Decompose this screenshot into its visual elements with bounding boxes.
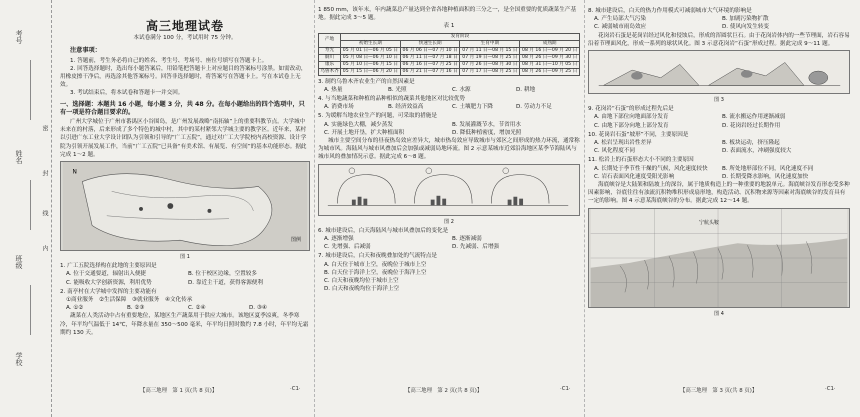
binding-strip [0,0,52,417]
passage: 海底峡谷是大陆架和陆坡上的深谷，属于地质构造上的一种重要的地貌单元。海底峡谷发育形态受多种因素影响，谷底往往有浊流沉积物堆积形成扇形地，构造活动、沉积物来源等因素对海底峡谷的发育具有一定的影响。图 4 示意某海底峡谷的分布。据此完成 12～14 题。 [588,182,850,205]
passage: 城市主要空间分布的昼夜热岛效应差异大，城市热岛效应导致城市与郊区之间形成的热力环流，通常称为城市风。海陆风与城市风叠加后会加强或减弱局地环流。图 2 示意某城市近郊沿海地区某季节海陆风与城市风的叠加情况示意。据此完成 6～8 题。 [318,138,580,161]
table-cell: 05 月 10 日—06 月 15 日 [340,61,400,68]
option[interactable]: C. 水源 [452,86,471,93]
passage: 蔬菜在人类活动中占有重要地位，某地区生产蔬菜用于供应大城市。该地区夏季凉爽，冬季寒冷，年平均气温低于 14℃，年降水量在 350～500 毫米，年平均日照时数约 7.8 小时，年平均无霜期约 130 天。 [60,313,309,336]
question-9: 9. 花岗岩“石蛋”的形成过程先后是 [588,106,674,113]
granite-diagram [589,51,849,93]
table-cell: 06 月 16 日—07 月 25 日 [400,61,460,68]
table-cell: 康乐 [319,61,341,68]
seal-char: 内 [41,245,48,251]
question-4: 4. 与当地蔬菜和种植的品种相似的蔬菜其他地区对比较优势 [318,96,465,103]
option[interactable]: A. 热量 [324,86,343,93]
table-caption: 表 1 [443,23,455,30]
question-4-options [318,103,580,111]
column-divider [584,0,585,417]
option[interactable]: D. 长期受降水影响，风化速度加快 [722,173,809,180]
notice-heading: 注意事项： [70,47,101,55]
table-cell: 05 月 08 日—06 月 10 日 [340,54,400,61]
question-2: 2. 南亭村在大学城中发挥的主要功能有 [60,288,157,295]
option[interactable]: B. 加剧污染物扩散 [722,16,769,23]
question-6-options [318,235,580,251]
table-cell: 08 月 26 日—09 月 25 日 [520,68,580,75]
figure-2-diagram [318,164,580,216]
column-2 [318,6,580,378]
option[interactable]: A. 产生局部大气污染 [594,16,647,23]
figure-1-map [60,161,310,251]
option[interactable]: A. 逐渐增强 [324,236,354,243]
exam-subtitle: 本试卷满分 100 分，考试用时 75 分钟。 [133,35,237,42]
binding-line [30,60,31,120]
option[interactable]: D. 花岗岩经过长期作用 [722,122,781,129]
option[interactable]: D. 劳动力不足 [516,104,552,111]
seal-char: 线 [41,210,48,216]
seal-char: 封 [41,170,48,176]
table-row [319,47,580,54]
option[interactable]: C. 能吸收大学创新资源，利用优势 [66,279,152,286]
table-row [319,68,580,75]
option[interactable]: A. 由地下部位向地面部分发育 [594,114,669,121]
table-cell: 乌鲁木齐 [320,68,339,74]
table-cell: 08 月 31 日—10 月 05 日 [520,61,580,68]
question-3: 3. 制约乌鲁木齐农业生产的自然因素是 [318,78,415,85]
seal-char: 密 [41,125,48,131]
option[interactable]: C. 由地下部分向地上部分发育 [594,122,669,129]
option[interactable]: A. ①② [66,305,84,312]
question-3-options [318,86,580,94]
table-cell: 07 月 17 日—08 月 25 日 [460,68,520,75]
figure-caption: 图 1 [180,254,190,261]
page-footer: 【高三地理 第 1 页(共 8 页)】 [140,388,218,394]
option[interactable]: B. 光照 [388,86,407,93]
exam-number-label: 考号 [15,30,23,44]
question-5: 5. 为缓解当地农业生产的问题，可采取的措施是 [318,113,437,120]
passage: 广州大学城位于广州市番禺区小谷围岛，是广州发展战略“南拓轴”上的重要科教节点。大学城中未来在的村落，后来形成了多个特色的城中村，其中的某村紧邻大学城主要的教学区。近年来，某村以引进广东工业大学设计团队为引领和引导的“广工五院”，通过对广工大学院校内高校资源、设计学院为引领开展发展工作，当前“广工五院”已具备“有美术馆、有展览、有空间”的基本功能形态。据此完成 1～2 题。 [60,119,307,158]
option[interactable]: C. 白天和夜晚均位于城市上空 [324,278,399,285]
option[interactable]: C. 风化程度不同 [594,148,636,155]
option[interactable]: B. 发展灌溉节水，节省用水 [452,121,521,128]
school-label: 学校 [15,352,23,366]
question-9-options [588,113,850,129]
option[interactable]: C. 土壤肥力下降 [452,104,494,111]
option[interactable]: A. 长期处于季节性干燥的气候，风化速度较快 [594,165,708,172]
question-11-options [588,165,850,181]
table-header: 初始生长期 [340,40,400,47]
option[interactable]: D. 白天和夜晚均位于海洋上空 [324,286,399,293]
figure-caption: 图 2 [444,218,454,225]
option[interactable]: B. ②③ [127,305,145,312]
notice-item: 3. 考试结束后，将本试卷和答题卡一并交回。 [70,90,184,97]
question-11: 11. 松岩上的石蛋形态大小不同的主要原因 [588,157,694,164]
table-cell: 铜川 [319,54,341,61]
table-cell: 08 月 26 日—09 月 30 日 [520,54,580,61]
table-group-header: 发育阶段 [340,33,579,40]
question-7: 7. 城市建设后，白天和夜晚叠加处的气流特点是 [318,253,437,260]
notice-item: 2. 回答选择题时，选出每小题答案后，用铅笔把答题卡上对应题目的答案标号涂黑。如需改动，用橡皮擦干净后，再选涂其他答案标号。回答非选择题时，将答案写在答题卡上。写在本试卷上无效。 [60,65,307,89]
option[interactable]: A. 白天位于城市上空，夜晚位于城市上空 [324,261,427,268]
table-row [319,54,580,61]
page-code: ·C1· [290,386,301,392]
option[interactable]: B. 经济效益高 [388,104,424,111]
question-8-options [588,15,850,31]
notice-item: 1. 答题前，考生务必将自己的姓名、考生号、考场号、座位号填写在答题卡上。 [70,57,268,64]
option[interactable]: B. 流水搬运作用逐渐减弱 [722,114,786,121]
table-cell: 06 月 11 日—07 月 18 日 [400,54,460,61]
table-cell: 05 月 15 日—06 月 20 日 [340,68,400,75]
option[interactable]: A. 消费市场 [324,104,354,111]
table-header: 生育中期 [460,40,520,47]
option[interactable]: D. 先减弱、后增强 [452,244,500,251]
option[interactable]: D. 靠近主干道，获得客源便利 [188,279,263,286]
map-label: 宁航头鞍 [699,219,720,226]
growth-table [318,33,580,76]
option[interactable]: C. 先增强、后减弱 [324,244,371,251]
passage: 1 850 mm，该年末，年内蔬菜总产量达到全省各地种植面积的三分之一，是全国重要的优质蔬菜生产基地。据此完成 3～5 题。 [318,7,577,22]
circulation-diagram [319,165,579,215]
question-8: 8. 城市建设后，白天的热力作用模式可减弱城市大气环境的影响是 [588,8,752,14]
figure-3-diagram [588,50,850,94]
option[interactable]: D. 耕地 [516,86,536,93]
option[interactable]: A. 松岩呈现出岩性差异 [594,140,652,147]
option[interactable]: C. 减弱城市雨岛效应 [594,24,647,31]
class-label: 班级 [15,255,23,269]
table-cell: 07 月 11 日—08 月 15 日 [460,47,520,54]
question-10: 10. 花岗岩石蛋“坡形”不同，主要原因是 [588,131,689,138]
option[interactable]: B. 板块运动，挤压隆起 [722,140,780,147]
option[interactable]: A. 位于交通要道，辐射出入便捷 [66,271,147,278]
map-legend: 图例 [290,236,301,243]
passage: 花岗岩石蛋是花岗岩经过风化和侵蚀后，形成的浑圆状巨石。由于花岗岩体内的一些节理面，岩石容易沿着节理面风化，形成一系列的球状风化。图 3 示意花岗岩“石蛋”形成过程。据此完成 9～11 题。 [588,32,850,47]
option[interactable]: C. ②④ [188,305,206,312]
binding-line [30,180,31,230]
page-footer: 【高三地理 第 3 页(共 8 页)】 [680,388,758,394]
figure-caption: 图 3 [714,97,724,104]
binding-line [30,285,31,335]
option[interactable]: D. ③④ [249,305,267,312]
table-cell: 08 月 16 日—09 月 20 日 [520,47,580,54]
figure-4-map [588,208,850,308]
section-heading: 一、选择题：本题共 16 小题，每小题 3 分，共 48 分。在每小题给出的四个选项中，只有一项是符合题目要求的。 [60,100,305,116]
column-divider [314,0,315,417]
table-cell: 07 月 19 日—08 月 25 日 [460,54,520,61]
table-cell: 寿光 [319,47,341,54]
page-footer: 【高三地理 第 2 页(共 8 页)】 [405,388,483,394]
question-6: 6. 城市建设后，白天海陆风与城市风叠加后的变化是 [318,227,449,234]
figure-caption: 图 4 [714,310,724,317]
option[interactable]: D. 降低种植密度，增加光照 [452,129,522,136]
exam-title: 高三地理试卷 [145,19,224,33]
table-header: 快速生长期 [400,40,460,47]
option[interactable]: D. 使风向发生转变 [722,24,770,31]
question-2-items: ①商业服务 ②生活保障 ③就业服务 ④文化传承 [66,297,193,304]
question-5-options [318,121,580,137]
table-row [319,61,580,68]
map-illustration [61,162,309,250]
option[interactable]: B. 逐渐减弱 [452,236,482,243]
question-10-options [588,139,850,155]
column-1 [60,6,310,378]
option[interactable]: A. 实施绿色大棚，减少蒸发 [324,121,393,128]
page-code: ·C1· [560,386,571,392]
option[interactable]: D. 表面流水，冲刷强度较大 [722,148,792,155]
svg-text:N: N [72,169,77,176]
table-header: 成熟期 [520,40,580,47]
table-cell: 06 月 21 日—07 月 16 日 [400,68,460,75]
column-3 [588,6,850,378]
page-code: ·C1· [825,386,836,392]
option[interactable]: B. 白天位于海洋上空，夜晚位于海洋上空 [324,269,427,276]
table-cell: 07 月 26 日—08 月 30 日 [460,61,520,68]
name-label: 姓名 [15,150,23,164]
option[interactable]: C. 岩石表面风化速度受阳光影响 [594,173,675,180]
table-cell: 06 月 06 日—07 月 10 日 [400,47,460,54]
option[interactable]: B. 所处地形部位不同，风化速度不同 [722,165,814,172]
table-cell: 05 月 01 日—06 月 05 日 [340,47,400,54]
question-1-options [60,270,310,286]
question-2-options [60,304,310,312]
table-header: 产地 [319,33,341,47]
option[interactable]: B. 位于校区边缘，空置较多 [188,271,257,278]
question-1: 1. 广工五院选择构在此地的主要原因是 [60,263,157,270]
option[interactable]: C. 开展土地开垦，扩大种植面积 [324,129,405,136]
